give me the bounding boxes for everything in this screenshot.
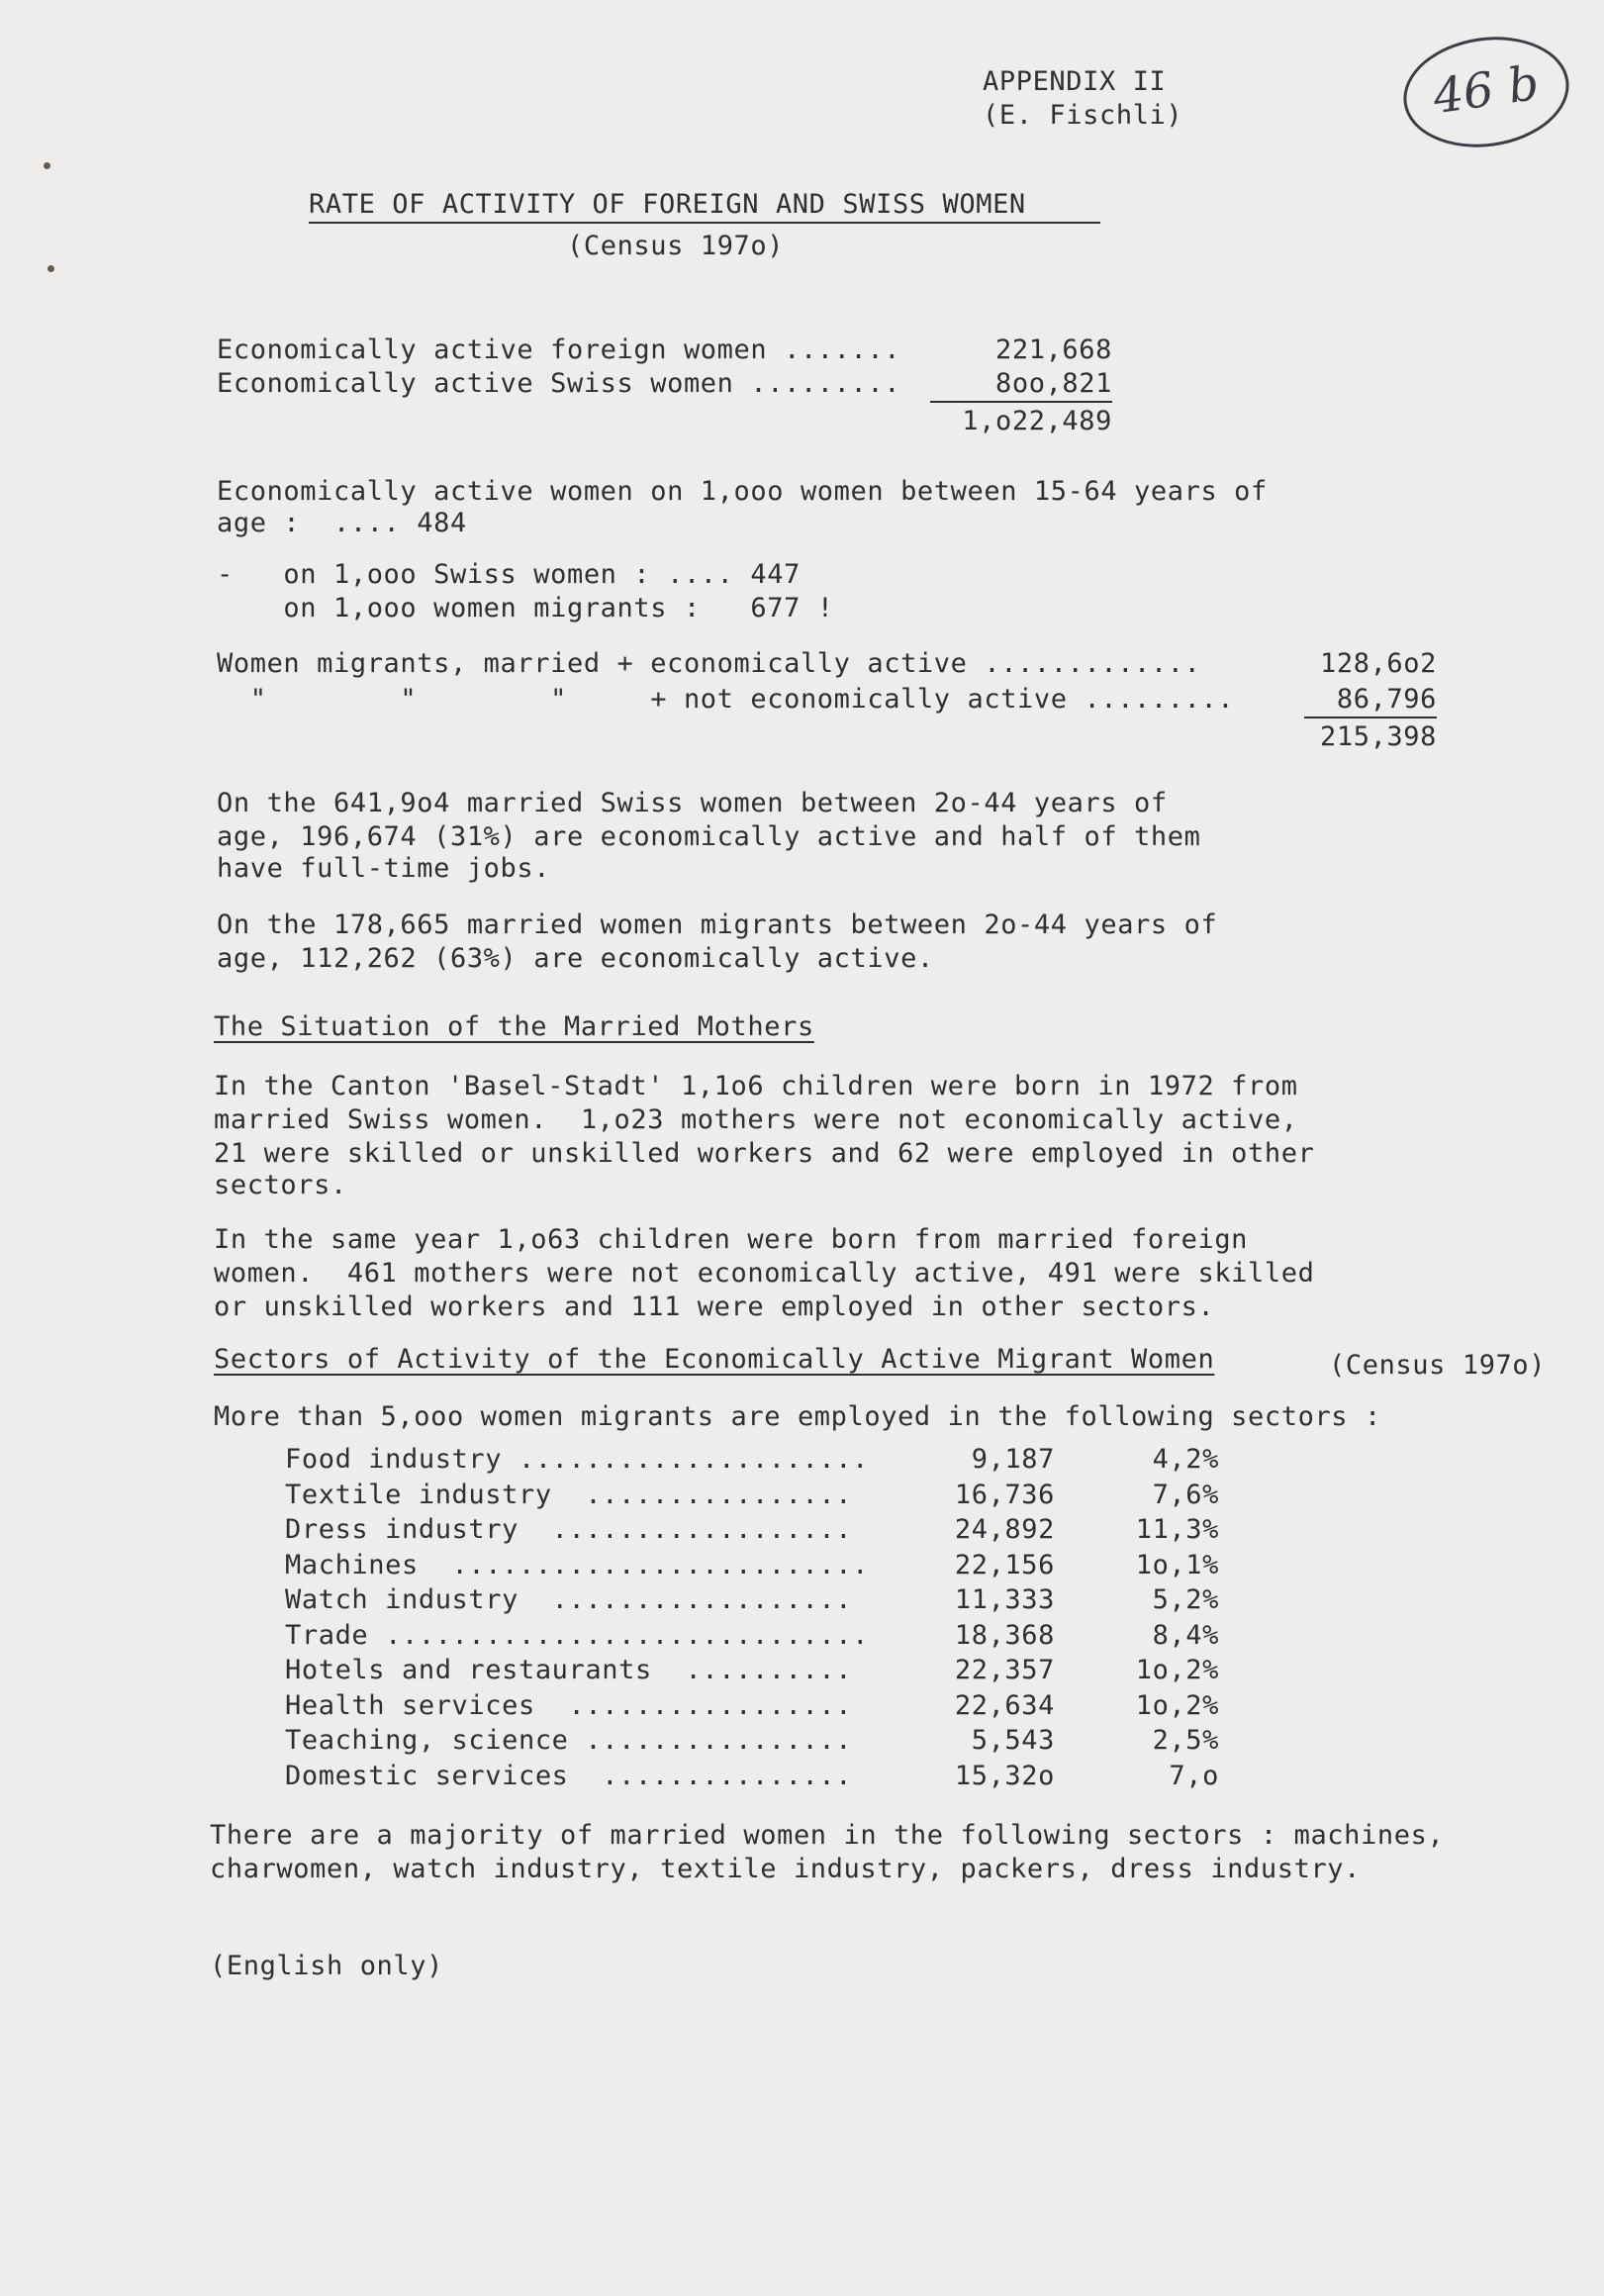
sector-count: 16,736 xyxy=(954,1479,1055,1510)
married-not-active-label: " " " + not economically active ......... xyxy=(217,684,1235,715)
sector-percent: 11,3% xyxy=(1135,1514,1219,1545)
sector-percent: 7,6% xyxy=(1152,1479,1219,1510)
foreign-women-value: 221,668 xyxy=(995,335,1112,365)
title-underline xyxy=(309,222,1100,224)
author-label: (E. Fischli) xyxy=(983,100,1183,131)
sector-label: Food industry ..................... xyxy=(285,1444,869,1475)
mothers-para2-line: In the same year 1,o63 children were born from married foreign xyxy=(214,1224,1249,1255)
para-swiss-line: age, 196,674 (31%) are economically active and half of them xyxy=(217,821,1201,852)
para-swiss-line: have full-time jobs. xyxy=(217,853,551,884)
sector-percent: 1o,2% xyxy=(1135,1689,1219,1721)
sector-count: 24,892 xyxy=(954,1514,1055,1545)
married-total: 215,398 xyxy=(1320,721,1437,752)
sectors-closing-line: charwomen, watch industry, textile industry, packers, dress industry. xyxy=(210,1854,1362,1884)
sector-label: Trade ............................. xyxy=(285,1619,869,1651)
mothers-heading: The Situation of the Married Mothers xyxy=(214,1011,814,1042)
sectors-closing-line: There are a majority of married women in the following sectors : machines, xyxy=(210,1820,1445,1851)
mothers-para2-line: or unskilled workers and 111 were employed in other sectors. xyxy=(214,1292,1215,1322)
footer-note: (English only) xyxy=(210,1951,443,1981)
sector-count: 22,357 xyxy=(954,1655,1055,1685)
married-active-value: 128,6o2 xyxy=(1320,648,1437,679)
mothers-para2-line: women. 461 mothers were not economically active, 491 were skilled xyxy=(214,1258,1315,1289)
mothers-para1-line: sectors. xyxy=(214,1170,347,1200)
sector-count: 11,333 xyxy=(954,1584,1055,1615)
rate-line-2: age : .... 484 xyxy=(217,508,467,538)
mothers-para1-line: 21 were skilled or unskilled workers and 62 were employed in other xyxy=(214,1138,1315,1169)
document-title: RATE OF ACTIVITY OF FOREIGN AND SWISS WOMEN xyxy=(309,189,1026,220)
sector-percent: 1o,1% xyxy=(1135,1549,1219,1580)
mothers-para1-line: married Swiss women. 1,o23 mothers were not economically active, xyxy=(214,1104,1298,1135)
rate-swiss: - on 1,ooo Swiss women : .... 447 xyxy=(217,559,801,590)
sector-count: 15,32o xyxy=(954,1760,1055,1791)
sector-label: Textile industry ................ xyxy=(285,1479,853,1510)
sector-label: Dress industry .................. xyxy=(285,1514,853,1545)
sector-percent: 4,2% xyxy=(1152,1444,1219,1475)
sectors-heading-suffix: (Census 197o) xyxy=(1329,1350,1547,1381)
sector-count: 5,543 xyxy=(971,1725,1055,1756)
sector-count: 18,368 xyxy=(954,1619,1055,1651)
sector-count: 9,187 xyxy=(971,1444,1055,1475)
sector-count: 22,156 xyxy=(954,1549,1055,1580)
sector-percent: 1o,2% xyxy=(1135,1655,1219,1685)
totals-rule xyxy=(930,401,1112,403)
margin-mark xyxy=(44,162,50,169)
sector-percent: 8,4% xyxy=(1152,1619,1219,1651)
total-active-women: 1,o22,489 xyxy=(962,406,1112,436)
mothers-para1-line: In the Canton 'Basel-Stadt' 1,1o6 children were born in 1972 from xyxy=(214,1071,1298,1101)
married-not-active-value: 86,796 xyxy=(1336,684,1437,715)
sector-label: Machines ......................... xyxy=(285,1549,869,1580)
swiss-women-label: Economically active Swiss women ......... xyxy=(217,368,901,399)
para-migrants-line: age, 112,262 (63%) are economically active. xyxy=(217,943,934,974)
foreign-women-label: Economically active foreign women ....... xyxy=(217,335,901,365)
sector-percent: 5,2% xyxy=(1152,1584,1219,1615)
para-migrants-line: On the 178,665 married women migrants between 2o-44 years of xyxy=(217,909,1218,940)
sectors-intro: More than 5,ooo women migrants are employed in the following sectors : xyxy=(214,1401,1381,1432)
sectors-heading: Sectors of Activity of the Economically Active Migrant Women xyxy=(214,1344,1215,1375)
swiss-women-value: 8oo,821 xyxy=(995,368,1112,399)
married-active-label: Women migrants, married + economically active ............. xyxy=(217,648,1201,679)
sector-label: Watch industry .................. xyxy=(285,1584,853,1615)
sector-label: Hotels and restaurants .......... xyxy=(285,1655,853,1685)
appendix-label: APPENDIX II xyxy=(983,66,1167,97)
margin-mark xyxy=(47,265,54,272)
page-number-stamp: 46 b xyxy=(1396,27,1576,157)
sector-count: 22,634 xyxy=(954,1689,1055,1721)
sector-percent: 7,o xyxy=(1169,1760,1219,1791)
rate-migrants: on 1,ooo women migrants : 677 ! xyxy=(217,593,834,623)
sector-label: Domestic services ............... xyxy=(285,1760,853,1791)
document-subtitle: (Census 197o) xyxy=(567,231,785,261)
sector-label: Health services ................. xyxy=(285,1689,853,1721)
married-rule xyxy=(1304,717,1437,718)
sector-label: Teaching, science ................ xyxy=(285,1725,853,1756)
rate-line-1: Economically active women on 1,ooo women between 15-64 years of xyxy=(217,476,1268,507)
para-swiss-line: On the 641,9o4 married Swiss women between 2o-44 years of xyxy=(217,788,1168,818)
sector-percent: 2,5% xyxy=(1152,1725,1219,1756)
